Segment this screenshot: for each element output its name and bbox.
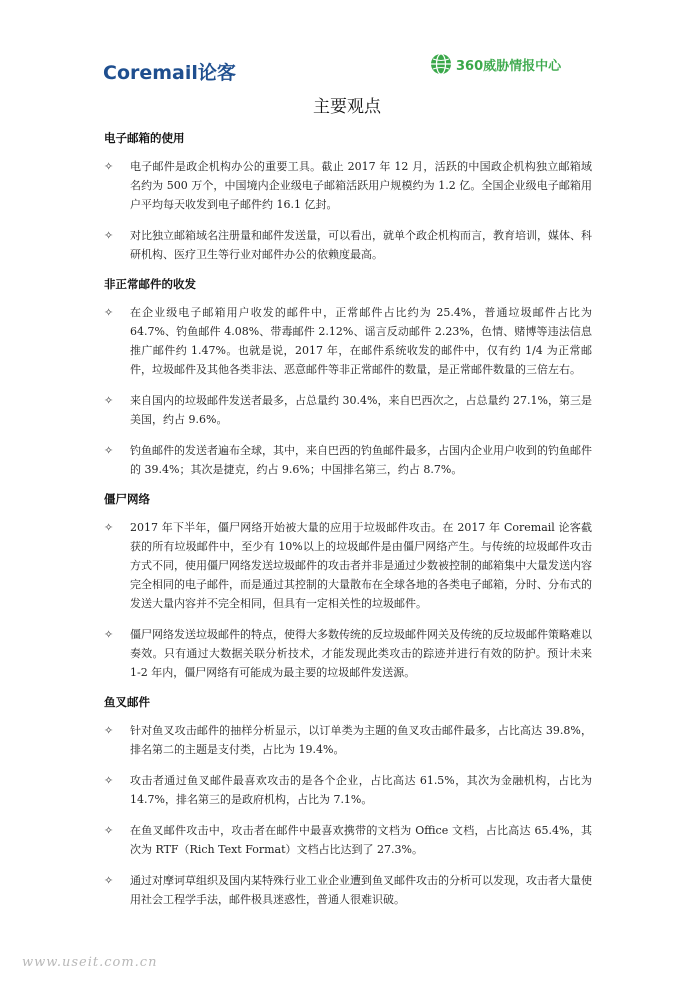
page-header — [0, 0, 694, 90]
bullet-text: 对比独立邮箱域名注册量和邮件发送量，可以看出，就单个政企机构而言，教育培训，媒体、科研机构、医疗卫生等行业对邮件办公的依赖度最高。 — [130, 229, 592, 261]
bullet-icon: ✧ — [104, 874, 114, 887]
bullet-icon: ✧ — [104, 306, 114, 319]
bullet-icon: ✧ — [104, 724, 114, 737]
bullet-text: 针对鱼叉攻击邮件的抽样分析显示，以订单类为主题的鱼叉攻击邮件最多，占比高达 39.8%，排名第二的主题是支付类，占比为 19.4%。 — [130, 724, 592, 756]
list-item — [104, 625, 592, 682]
bullet-icon: ✧ — [104, 521, 114, 534]
bullet-text: 钓鱼邮件的发送者遍布全球，其中，来自巴西的钓鱼邮件最多，占国内企业用户收到的钓鱼邮件的 39.4%；其次是捷克，约占 9.6%；中国排名第三，约占 8.7%。 — [130, 444, 592, 476]
coremail-logo-latin: Coremail — [103, 62, 198, 84]
list-item — [104, 157, 592, 214]
list-item — [104, 518, 592, 613]
bullet-text: 电子邮件是政企机构办公的重要工具。截止 2017 年 12 月，活跃的中国政企机构独立邮箱域名约为 500 万个，中国境内企业级电子邮箱活跃用户规模约为 1.2 亿。全国企业级电子邮箱用户平均每天收发到电子邮件约 16.1 亿封。 — [130, 160, 592, 211]
watermark: www.useit.com.cn — [22, 955, 158, 970]
coremail-logo-cn: 论客 — [197, 62, 236, 84]
bullet-text: 僵尸网络发送垃圾邮件的特点，使得大多数传统的反垃圾邮件网关及传统的反垃圾邮件策略难以奏效。只有通过大数据关联分析技术，才能发现此类攻击的踪迹并进行有效的防护。预计未来 1-2 年内，僵尸网络有可能成为最主要的垃圾邮件发送源。 — [130, 628, 592, 679]
bullet-text: 在企业级电子邮箱用户收发的邮件中，正常邮件占比约为 25.4%，普通垃圾邮件占比为 64.7%、钓鱼邮件 4.08%、带毒邮件 2.12%、谣言反动邮件 2.23%，色情、赌博等违法信息推广邮件约 1.47%。也就是说，2017 年，在邮件系统收发的邮件中，仅有约 1/4 为正常邮件，垃圾邮件及其他各类非法、恶意邮件等非正常邮件的数量，是正常邮件数量的三倍左右。 — [130, 306, 592, 376]
bullet-text: 2017 年下半年，僵尸网络开始被大量的应用于垃圾邮件攻击。在 2017 年 Coremail 论客截获的所有垃圾邮件中，至少有 10%以上的垃圾邮件是由僵尸网络产生。与传统的垃圾邮件攻击方式不同，使用僵尸网络发送垃圾邮件的攻击者并非是通过少数被控制的邮箱集中大量发送内容完全相同的电子邮件，而是通过其控制的大量散布在全球各地的各类电子邮箱，分时、分布式的发送大量内容并不完全相同，但具有一定相关性的垃圾邮件。 — [130, 521, 592, 610]
bullet-icon: ✧ — [104, 160, 114, 173]
list-item — [104, 871, 592, 909]
section-heading: 非正常邮件的收发 — [104, 277, 196, 291]
bullet-text: 攻击者通过鱼叉邮件最喜欢攻击的是各个企业，占比高达 61.5%，其次为金融机构，占比为 14.7%，排名第三的是政府机构，占比为 7.1%。 — [130, 774, 592, 806]
section-heading: 电子邮箱的使用 — [104, 131, 185, 145]
section-heading: 鱼叉邮件 — [104, 695, 150, 709]
list-item — [104, 226, 592, 264]
bullet-text: 来自国内的垃圾邮件发送者最多，占总量约 30.4%，来自巴西次之，占总量约 27.1%，第三是美国，约占 9.6%。 — [130, 394, 592, 426]
page-title: 主要观点 — [313, 97, 381, 117]
list-item — [104, 721, 592, 759]
bullet-icon: ✧ — [104, 628, 114, 641]
360-threat-intel-logo — [430, 51, 561, 77]
bullet-icon: ✧ — [104, 444, 114, 457]
bullet-text: 在鱼叉邮件攻击中，攻击者在邮件中最喜欢携带的文档为 Office 文档，占比高达 65.4%，其次为 RTF（Rich Text Format）文档占比达到了 27.3%。 — [130, 824, 592, 856]
bullet-icon: ✧ — [104, 229, 114, 242]
coremail-logo — [103, 58, 236, 85]
bullet-text: 通过对摩诃草组织及国内某特殊行业工业企业遭到鱼叉邮件攻击的分析可以发现，攻击者大量使用社会工程学手法，邮件极具迷惑性，普通人很难识破。 — [130, 874, 592, 906]
list-item — [104, 303, 592, 379]
list-item — [104, 821, 592, 859]
main-content — [104, 130, 592, 921]
bullet-icon: ✧ — [104, 824, 114, 837]
globe-icon — [430, 53, 452, 75]
section-heading: 僵尸网络 — [104, 492, 150, 506]
bullet-icon: ✧ — [104, 394, 114, 407]
list-item — [104, 391, 592, 429]
360-logo-text: 360威胁情报中心 — [456, 58, 562, 74]
list-item — [104, 771, 592, 809]
list-item — [104, 441, 592, 479]
bullet-icon: ✧ — [104, 774, 114, 787]
